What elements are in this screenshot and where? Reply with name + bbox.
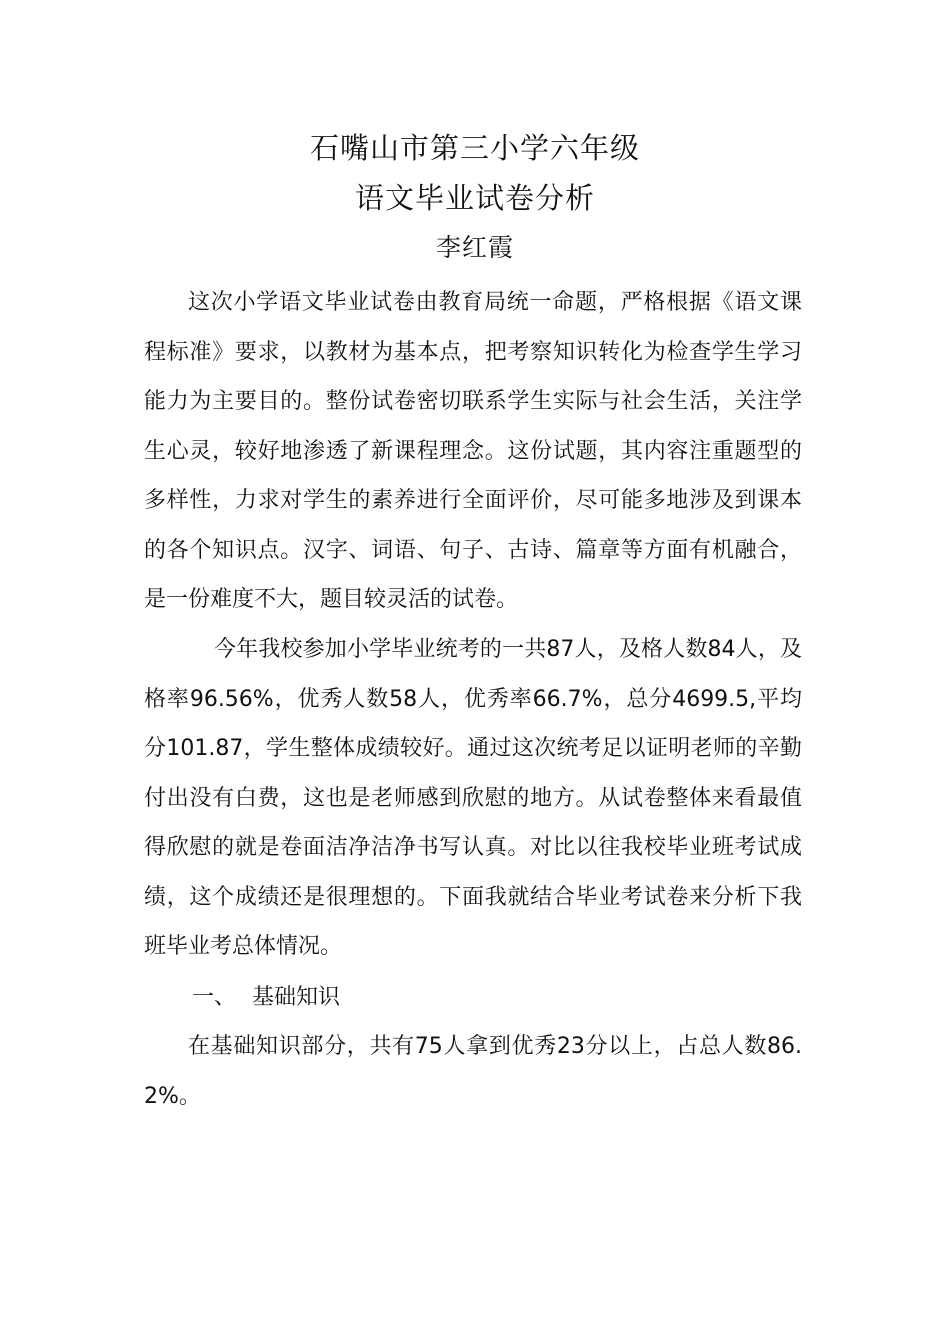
document-title-line1: 石嘴山市第三小学六年级 <box>309 131 640 165</box>
section-heading-basic-knowledge <box>192 973 340 1023</box>
paragraph-basic-knowledge: 在基础知识部分，共有75人拿到优秀23分以上，占总人数86.2%。 <box>144 1034 802 1109</box>
section-number: 一、 <box>192 985 237 1010</box>
paragraph-statistics: 今年我校参加小学毕业统考的一共87人，及格人数84人，及格率96.56%，优秀人数58人，优秀率66.7%，总分4699.5,平均分101.87，学生整体成绩较好。通过这次统考足以证明老师的辛勤付出没有白费，这也是老师感到欣慰的地方。从试卷整体来看最值得欣慰的就是卷面洁净洁净书写认真。对比以往我校毕业班考试成绩，这个成绩还是很理想的。下面我就结合毕业考试卷来分析下我班毕业考总体情况。 <box>144 637 802 959</box>
document-title-line2: 语文毕业试卷分析 <box>354 181 595 215</box>
document-author: 李红霞 <box>435 233 514 262</box>
paragraph-intro: 这次小学语文毕业试卷由教育局统一命题，严格根据《语文课程标准》要求，以教材为基本点，把考察知识转化为检查学生学习能力为主要目的。整份试卷密切联系学生实际与社会生活，关注学生心灵，较好地渗透了新课程理念。这份试题，其内容注重题型的多样性，力求对学生的素养进行全面评价，尽可能多地涉及到课本的各个知识点。汉字、词语、句子、古诗、篇章等方面有机融合，是一份难度不大，题目较灵活的试卷。 <box>144 290 802 612</box>
section-title: 基础知识 <box>252 985 341 1010</box>
